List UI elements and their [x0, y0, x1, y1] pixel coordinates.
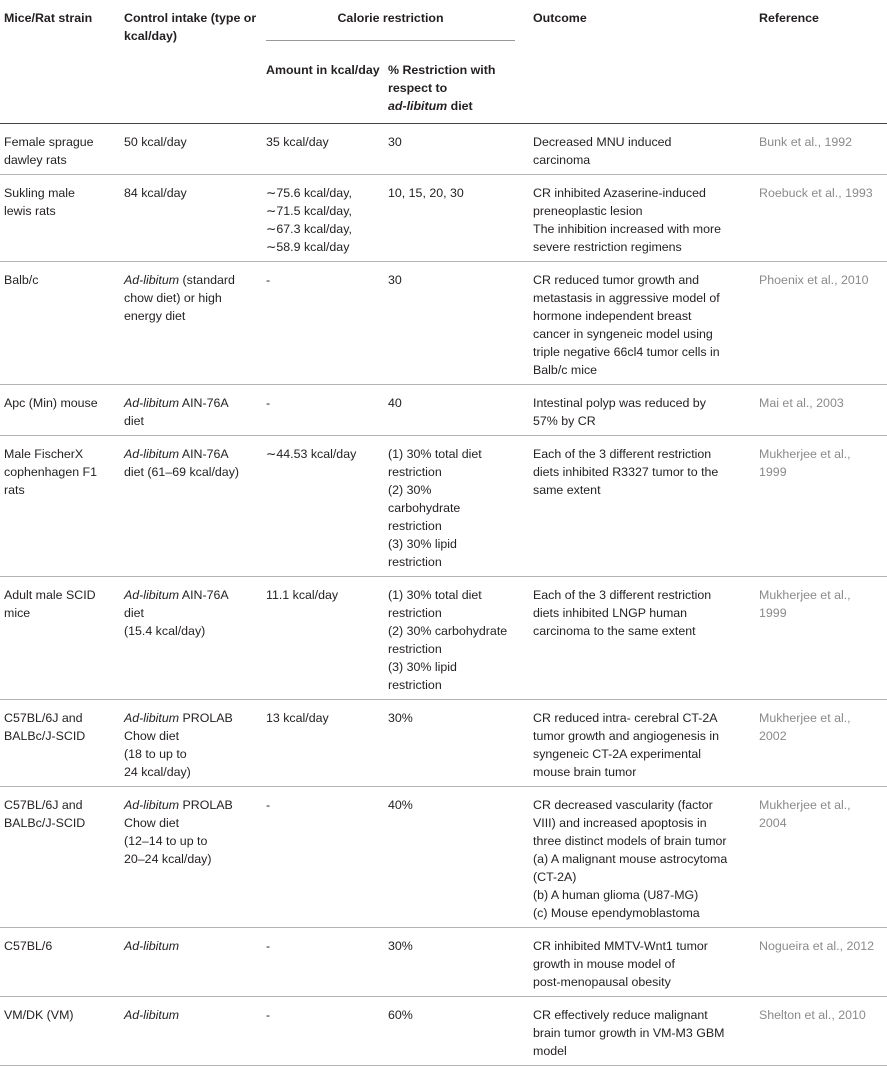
cell-line: ∼75.6 kcal/day, [266, 186, 352, 200]
cell-line: dawley rats [4, 153, 67, 167]
cell-line: 1999 [759, 606, 787, 620]
cell-amount [266, 577, 388, 700]
cell-line: hormone independent breast [533, 309, 692, 323]
cell-line: - [266, 798, 271, 812]
cell-line: triple negative 66cl4 tumor cells in [533, 345, 720, 359]
cell-line: carbohydrate [388, 501, 461, 515]
cell-reference [759, 787, 887, 928]
cell-percent [388, 700, 533, 787]
cell-line: same extent [533, 483, 601, 497]
cell-outcome [533, 997, 759, 1066]
adlibitum-text: Ad-libitum [124, 711, 180, 725]
cell-line: energy diet [124, 309, 186, 323]
cell-line: restriction [388, 519, 442, 533]
cell-reference [759, 262, 887, 385]
cell-line: Nogueira et al., 2012 [759, 939, 875, 953]
cell-percent [388, 436, 533, 577]
cell-line: ∼71.5 kcal/day, [266, 204, 352, 218]
cell-percent [388, 124, 533, 175]
cell-line [124, 796, 266, 814]
cell-amount [266, 385, 388, 436]
cell-text: AIN-76A [179, 447, 229, 461]
cell-percent [388, 577, 533, 700]
cell-line: mouse brain tumor [533, 765, 637, 779]
cell-line: (b) A human glioma (U87-MG) [533, 888, 699, 902]
cell-line [124, 445, 266, 463]
cell-line: CR inhibited MMTV-Wnt1 tumor [533, 939, 708, 953]
cell-outcome [533, 700, 759, 787]
cell-strain [0, 175, 124, 262]
cell-line: 40% [388, 798, 413, 812]
cell-strain [0, 997, 124, 1066]
cell-text: 84 kcal/day [124, 186, 187, 200]
cell-line: restriction [388, 678, 442, 692]
cell-amount [266, 175, 388, 262]
adlibitum-text: Ad-libitum [124, 1008, 180, 1022]
cell-line: ∼67.3 kcal/day, [266, 222, 352, 236]
cell-line: ∼44.53 kcal/day [266, 447, 357, 461]
cell-line: 60% [388, 1008, 413, 1022]
cell-strain [0, 385, 124, 436]
table-row [0, 124, 887, 175]
cell-line: Adult male SCID [4, 588, 96, 602]
cell-line: rats [4, 483, 25, 497]
cell-outcome [533, 436, 759, 577]
cell-reference [759, 577, 887, 700]
header-reference: Reference [759, 0, 887, 124]
cell-outcome [533, 787, 759, 928]
cell-line [124, 184, 266, 202]
cell-line: Bunk et al., 1992 [759, 135, 853, 149]
cell-outcome [533, 928, 759, 997]
table-row [0, 787, 887, 928]
cell-line: - [266, 939, 271, 953]
cell-amount [266, 262, 388, 385]
cell-amount [266, 124, 388, 175]
cell-strain [0, 262, 124, 385]
cell-control [124, 928, 266, 997]
header-outcome: Outcome [533, 0, 759, 124]
cell-percent [388, 787, 533, 928]
cell-percent [388, 175, 533, 262]
cell-line: C57BL/6J and [4, 798, 83, 812]
cell-line: Mukherjee et al., [759, 447, 851, 461]
cell-line: growth in mouse model of [533, 957, 675, 971]
cell-strain [0, 787, 124, 928]
cell-text: PROLAB [179, 798, 233, 812]
adlibitum-text: Ad-libitum [124, 396, 180, 410]
cell-line: restriction [388, 555, 442, 569]
cell-control [124, 997, 266, 1066]
cell-strain [0, 928, 124, 997]
cell-line: 40 [388, 396, 402, 410]
cell-control [124, 385, 266, 436]
cell-line [124, 937, 266, 955]
cell-line: Mai et al., 2003 [759, 396, 844, 410]
header-control: Control intake (type or kcal/day) [124, 0, 266, 124]
table-row [0, 700, 887, 787]
cell-line: Balb/c mice [533, 363, 598, 377]
adlibitum-text: Ad-libitum [124, 447, 180, 461]
cell-line: Mukherjee et al., [759, 711, 851, 725]
cell-line: (3) 30% lipid [388, 660, 457, 674]
header-row-1 [0, 0, 887, 53]
cell-line: CR reduced tumor growth and [533, 273, 699, 287]
cell-line: 30 [388, 135, 402, 149]
cell-reference [759, 436, 887, 577]
cell-line: post-menopausal obesity [533, 975, 671, 989]
cell-line: cophenhagen F1 [4, 465, 98, 479]
cell-line: CR reduced intra- cerebral CT-2A [533, 711, 718, 725]
cell-line: chow diet) or high [124, 291, 222, 305]
cell-line [124, 133, 266, 151]
cell-line: VM/DK (VM) [4, 1008, 74, 1022]
cell-line: restriction [388, 642, 442, 656]
cell-line: syngeneic CT-2A experimental [533, 747, 702, 761]
header-percent: % Restriction with respect to ad-libitum diet [388, 53, 533, 124]
cell-line: three distinct models of brain tumor [533, 834, 727, 848]
cell-line: metastasis in aggressive model of [533, 291, 720, 305]
cell-reference [759, 124, 887, 175]
cell-line: diet [124, 414, 144, 428]
cell-line: (c) Mouse ependymoblastoma [533, 906, 700, 920]
cell-line: brain tumor growth in VM-M3 GBM [533, 1026, 725, 1040]
cell-line: Male FischerX [4, 447, 84, 461]
cell-reference [759, 175, 887, 262]
cell-percent [388, 928, 533, 997]
table-row [0, 385, 887, 436]
cell-line: (CT-2A) [533, 870, 577, 884]
cell-strain [0, 577, 124, 700]
cell-line: diets inhibited LNGP human [533, 606, 688, 620]
header-calorie-restriction: Calorie restriction [266, 0, 533, 53]
cell-line: C57BL/6J and [4, 711, 83, 725]
cell-strain [0, 124, 124, 175]
cell-line: The inhibition increased with more [533, 222, 722, 236]
cell-line: Chow diet [124, 816, 180, 830]
cell-line [124, 394, 266, 412]
cell-line: Intestinal polyp was reduced by [533, 396, 706, 410]
cell-control [124, 436, 266, 577]
cell-line: 13 kcal/day [266, 711, 329, 725]
cell-line: (12–14 to up to [124, 834, 208, 848]
cell-control [124, 577, 266, 700]
cell-line: 11.1 kcal/day [266, 588, 339, 602]
header-percent-adlib: ad-libitum [388, 99, 448, 113]
adlibitum-text: Ad-libitum [124, 939, 180, 953]
cell-text: PROLAB [179, 711, 233, 725]
cell-text: 50 kcal/day [124, 135, 187, 149]
cell-line: Shelton et al., 2010 [759, 1008, 866, 1022]
cell-text: AIN-76A [179, 396, 229, 410]
cell-line: diet [124, 606, 144, 620]
cell-amount [266, 787, 388, 928]
cell-line: CR decreased vascularity (factor [533, 798, 713, 812]
cell-line: model [533, 1044, 567, 1058]
cell-amount [266, 700, 388, 787]
cell-control [124, 124, 266, 175]
cell-amount [266, 928, 388, 997]
table-row [0, 436, 887, 577]
cell-line: Roebuck et al., 1993 [759, 186, 873, 200]
header-amount: Amount in kcal/day [266, 53, 388, 124]
cell-line: 10, 15, 20, 30 [388, 186, 464, 200]
cell-line: - [266, 1008, 271, 1022]
cell-reference [759, 700, 887, 787]
cell-line: BALBc/J-SCID [4, 816, 86, 830]
table-row [0, 928, 887, 997]
cell-line: BALBc/J-SCID [4, 729, 86, 743]
cell-reference [759, 997, 887, 1066]
cell-line: (2) 30% carbohydrate [388, 624, 508, 638]
cell-reference [759, 928, 887, 997]
cell-text: AIN-76A [179, 588, 229, 602]
cell-line: severe restriction regimens [533, 240, 682, 254]
cell-line: C57BL/6 [4, 939, 53, 953]
cell-line: 24 kcal/day) [124, 765, 191, 779]
table-row [0, 262, 887, 385]
cell-line: Balb/c [4, 273, 39, 287]
cell-line: VIII) and increased apoptosis in [533, 816, 707, 830]
cell-line: 1999 [759, 465, 787, 479]
cell-outcome [533, 577, 759, 700]
cell-line: diets inhibited R3327 tumor to the [533, 465, 719, 479]
cell-line: - [266, 273, 271, 287]
cell-line: 35 kcal/day [266, 135, 329, 149]
cell-percent [388, 997, 533, 1066]
cell-line: Apc (Min) mouse [4, 396, 98, 410]
cell-line: 2004 [759, 816, 787, 830]
cell-percent [388, 385, 533, 436]
cell-outcome [533, 385, 759, 436]
cell-line: Mukherjee et al., [759, 588, 851, 602]
cell-line: 20–24 kcal/day) [124, 852, 212, 866]
cell-line: CR inhibited Azaserine-induced [533, 186, 706, 200]
cell-line: cancer in syngeneic model using [533, 327, 713, 341]
cell-line: Each of the 3 different restriction [533, 588, 712, 602]
table-row [0, 997, 887, 1066]
cell-line: (1) 30% total diet [388, 447, 482, 461]
cell-line: carcinoma to the same extent [533, 624, 696, 638]
header-strain: Mice/Rat strain [0, 0, 124, 124]
cell-line: 2002 [759, 729, 787, 743]
cell-line: mice [4, 606, 31, 620]
cell-line: Sukling male [4, 186, 75, 200]
adlibitum-text: Ad-libitum [124, 273, 180, 287]
cell-line: diet (61–69 kcal/day) [124, 465, 240, 479]
cell-line: restriction [388, 606, 442, 620]
cell-line: 57% by CR [533, 414, 596, 428]
cell-line: 30 [388, 273, 402, 287]
cell-reference [759, 385, 887, 436]
cell-strain [0, 700, 124, 787]
cell-line: ∼58.9 kcal/day [266, 240, 350, 254]
cell-line: Phoenix et al., 2010 [759, 273, 869, 287]
cell-line: (2) 30% [388, 483, 432, 497]
cell-line: (3) 30% lipid [388, 537, 457, 551]
cell-line: preneoplastic lesion [533, 204, 643, 218]
cell-line: restriction [388, 465, 442, 479]
cell-outcome [533, 175, 759, 262]
cell-line: CR effectively reduce malignant [533, 1008, 708, 1022]
cell-line: Decreased MNU induced [533, 135, 672, 149]
cell-line: (15.4 kcal/day) [124, 624, 206, 638]
adlibitum-text: Ad-libitum [124, 588, 180, 602]
cell-line: carcinoma [533, 153, 591, 167]
cell-line: Mukherjee et al., [759, 798, 851, 812]
table-body [0, 124, 887, 1066]
cell-outcome [533, 262, 759, 385]
cell-text: (standard [179, 273, 235, 287]
cell-line: 30% [388, 939, 413, 953]
cell-line: Each of the 3 different restriction [533, 447, 712, 461]
cell-line: lewis rats [4, 204, 56, 218]
cell-strain [0, 436, 124, 577]
cell-line: (1) 30% total diet [388, 588, 482, 602]
cell-control [124, 787, 266, 928]
cell-line: - [266, 396, 271, 410]
cell-amount [266, 997, 388, 1066]
adlibitum-text: Ad-libitum [124, 798, 180, 812]
cell-line: Chow diet [124, 729, 180, 743]
table-row [0, 175, 887, 262]
cell-outcome [533, 124, 759, 175]
cell-line: 30% [388, 711, 413, 725]
cell-line [124, 1006, 266, 1024]
cell-line: tumor growth and angiogenesis in [533, 729, 719, 743]
cell-line [124, 709, 266, 727]
cell-control [124, 262, 266, 385]
cell-control [124, 175, 266, 262]
cell-line: Female sprague [4, 135, 94, 149]
cell-line [124, 271, 266, 289]
cell-control [124, 700, 266, 787]
table-row [0, 577, 887, 700]
cell-line [124, 586, 266, 604]
cell-amount [266, 436, 388, 577]
cell-percent [388, 262, 533, 385]
cell-line: (a) A malignant mouse astrocytoma [533, 852, 728, 866]
cell-line: (18 to up to [124, 747, 187, 761]
